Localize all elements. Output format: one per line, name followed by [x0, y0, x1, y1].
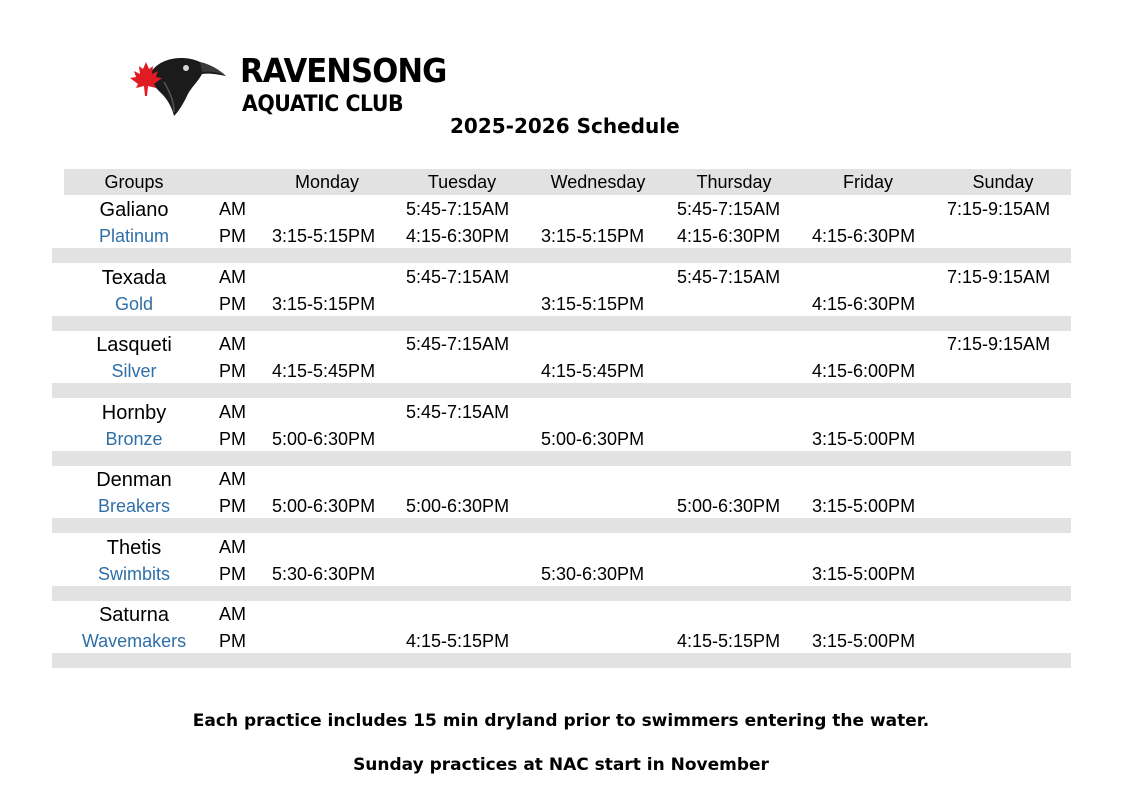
- pm-time: 4:15-6:30PM: [812, 226, 916, 246]
- header-tuesday: Tuesday: [427, 172, 497, 192]
- group-level: Silver: [111, 361, 157, 381]
- pm-time: 3:15-5:15PM: [541, 226, 645, 246]
- am-label: AM: [219, 334, 246, 354]
- pm-label: PM: [219, 293, 246, 314]
- header-monday: Monday: [294, 172, 360, 192]
- pm-time: 4:15-6:00PM: [812, 361, 916, 381]
- header-sunday: Sunday: [972, 172, 1034, 192]
- pm-time: 3:15-5:15PM: [541, 293, 645, 314]
- pm-time: 5:00-6:30PM: [272, 428, 376, 449]
- am-label: AM: [219, 266, 246, 287]
- header-thursday: Thursday: [696, 172, 772, 192]
- am-label: AM: [219, 536, 246, 557]
- pm-time: 3:15-5:15PM: [272, 293, 376, 314]
- club-logo: [128, 52, 228, 118]
- group-level: Swimbits: [97, 563, 170, 584]
- group-name: Saturna: [98, 604, 170, 626]
- group-name: Thetis: [106, 536, 162, 559]
- header-friday: Friday: [842, 172, 893, 192]
- am-time: 5:45-7:15AM: [406, 199, 510, 219]
- pm-label: PM: [219, 563, 246, 584]
- am-label: AM: [219, 604, 246, 624]
- pm-time: 4:15-5:15PM: [406, 631, 510, 651]
- group-level: Breakers: [97, 496, 171, 516]
- am-label: AM: [219, 199, 246, 219]
- separator-band: [52, 653, 1071, 668]
- pm-label: PM: [219, 496, 246, 516]
- pm-time: 4:15-5:45PM: [272, 361, 376, 381]
- pm-time: 5:30-6:30PM: [272, 563, 376, 584]
- group-name: Galiano: [99, 199, 169, 221]
- pm-time: 4:15-6:30PM: [812, 293, 916, 314]
- pm-time: 3:15-5:15PM: [272, 226, 376, 246]
- group-level: Gold: [114, 293, 154, 314]
- group-level: Bronze: [105, 428, 163, 449]
- group-level: Wavemakers: [81, 631, 187, 651]
- separator-band: [52, 316, 1071, 331]
- dryland-note: Each practice includes 15 min dryland prior to swimmers entering the water.: [192, 711, 930, 731]
- pm-time: 5:00-6:30PM: [541, 428, 645, 449]
- am-label: AM: [219, 469, 246, 489]
- pm-label: PM: [219, 226, 246, 246]
- separator-band: [52, 248, 1071, 263]
- sunday-note: Sunday practices at NAC start in November: [353, 755, 769, 775]
- pm-label: PM: [219, 361, 246, 381]
- header-groups: Groups: [104, 172, 164, 192]
- raven-maple-leaf-icon: [128, 52, 228, 118]
- pm-label: PM: [219, 428, 246, 449]
- separator-band: [52, 383, 1071, 398]
- pm-time: 5:30-6:30PM: [541, 563, 645, 584]
- separator-band: [52, 451, 1071, 466]
- pm-time: 3:15-5:00PM: [812, 496, 916, 516]
- group-name: Hornby: [101, 401, 167, 424]
- pm-time: 5:00-6:30PM: [272, 496, 376, 516]
- pm-time: 5:00-6:30PM: [677, 496, 781, 516]
- separator-band: [52, 518, 1071, 533]
- club-name: RAVENSONG: [240, 51, 447, 90]
- group-name: Lasqueti: [96, 334, 172, 356]
- group-name: Denman: [96, 469, 172, 491]
- pm-time: 3:15-5:00PM: [812, 631, 916, 651]
- am-time: 7:15-9:15AM: [947, 199, 1051, 219]
- pm-time: 4:15-5:15PM: [677, 631, 781, 651]
- pm-time: 3:15-5:00PM: [812, 428, 916, 449]
- am-time: 5:45-7:15AM: [677, 266, 781, 287]
- page-title: 2025-2026 Schedule: [450, 114, 680, 138]
- club-subtitle: AQUATIC CLUB: [242, 92, 404, 117]
- am-time: 5:45-7:15AM: [406, 401, 510, 422]
- am-time: 7:15-9:15AM: [947, 334, 1051, 354]
- am-time: 5:45-7:15AM: [406, 266, 510, 287]
- group-name: Texada: [101, 266, 167, 289]
- header-wednesday: Wednesday: [550, 172, 646, 192]
- pm-time: 5:00-6:30PM: [406, 496, 510, 516]
- pm-time: 4:15-6:30PM: [677, 226, 781, 246]
- group-level: Platinum: [98, 226, 170, 246]
- pm-label: PM: [219, 631, 246, 651]
- am-label: AM: [219, 401, 246, 422]
- am-time: 5:45-7:15AM: [406, 334, 510, 354]
- am-time: 7:15-9:15AM: [947, 266, 1051, 287]
- pm-time: 3:15-5:00PM: [812, 563, 916, 584]
- pm-time: 4:15-6:30PM: [406, 226, 510, 246]
- separator-band: [52, 586, 1071, 601]
- pm-time: 4:15-5:45PM: [541, 361, 645, 381]
- am-time: 5:45-7:15AM: [677, 199, 781, 219]
